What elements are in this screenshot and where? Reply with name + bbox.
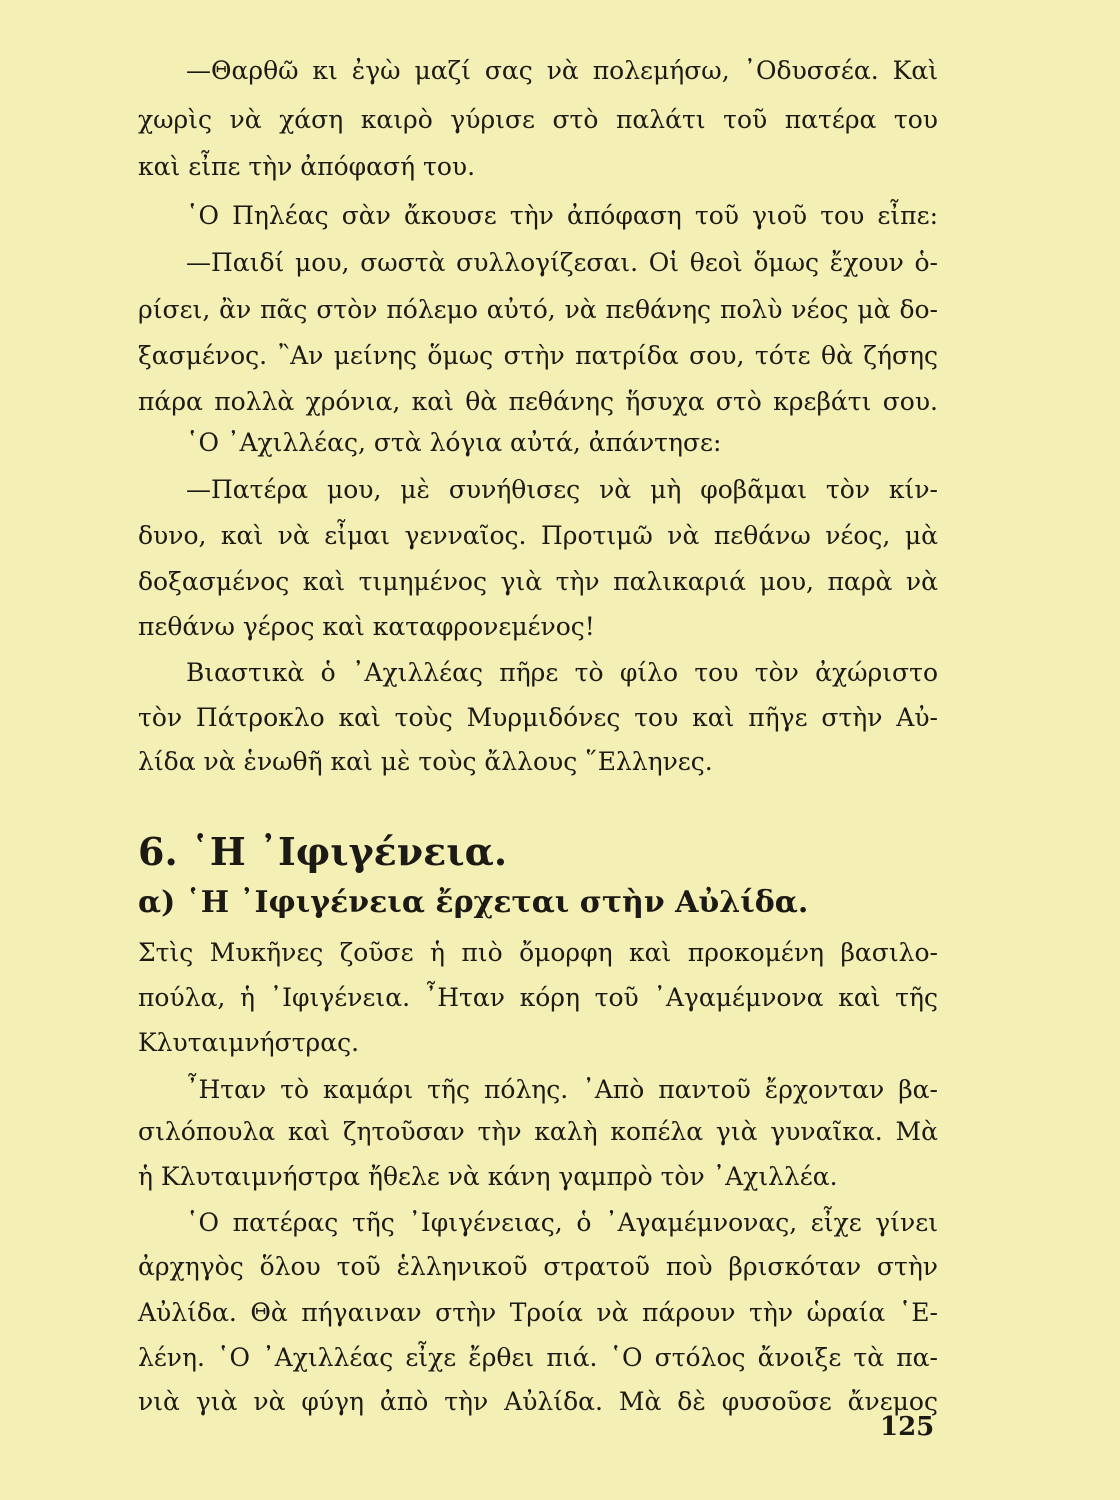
- text-line: πούλα, ἡ ᾿Ιφιγένεια. ῏Ηταν κόρη τοῦ ᾿Αγαμέμνονα καὶ τῆς: [138, 983, 938, 1012]
- text-line: Στὶς Μυκῆνες ζοῦσε ἡ πιὸ ὄμορφη καὶ προκομένη βασιλο-: [138, 938, 938, 967]
- text-line: ῾Ο Πηλέας σὰν ἄκουσε τὴν ἀπόφαση τοῦ γιοῦ του εἶπε:: [186, 201, 938, 230]
- text-line: ἀρχηγὸς ὅλου τοῦ ἑλληνικοῦ στρατοῦ ποὺ βρισκόταν στὴν: [138, 1252, 938, 1281]
- text-line: Αὐλίδα. Θὰ πήγαιναν στὴν Τροία νὰ πάρουν τὴν ὡραία ῾Ε-: [138, 1298, 938, 1327]
- chapter-title: 6. ῾Η ᾿Ιφιγένεια.: [138, 829, 508, 874]
- text-line: τὸν Πάτροκλο καὶ τοὺς Μυρμιδόνες του καὶ πῆγε στὴν Αὐ-: [138, 703, 938, 732]
- text-line: λένη. ῾Ο ᾿Αχιλλέας εἶχε ἔρθει πιά. ῾Ο στόλος ἄνοιξε τὰ πα-: [138, 1343, 938, 1372]
- text-line: ῾Ο ᾿Αχιλλέας, στὰ λόγια αὐτά, ἀπάντησε:: [186, 428, 722, 457]
- text-line: Βιαστικὰ ὁ ᾿Αχιλλέας πῆρε τὸ φίλο του τὸν ἀχώριστο: [186, 658, 938, 687]
- text-line: χωρὶς νὰ χάση καιρὸ γύρισε στὸ παλάτι τοῦ πατέρα του: [138, 105, 938, 134]
- text-line: —Θαρθῶ κι ἐγὼ μαζί σας νὰ πολεμήσω, ᾿Οδυσσέα. Καὶ: [186, 56, 938, 85]
- text-line: πεθάνω γέρος καὶ καταφρονεμένος!: [138, 612, 595, 641]
- text-line: δοξασμένος καὶ τιμημένος γιὰ τὴν παλικαριά μου, παρὰ νὰ: [138, 567, 938, 596]
- text-line: ῏Ηταν τὸ καμάρι τῆς πόλης. ᾿Απὸ παντοῦ ἔρχονταν βα-: [186, 1075, 938, 1104]
- text-line: πάρα πολλὰ χρόνια, καὶ θὰ πεθάνης ἥσυχα στὸ κρεβάτι σου.: [138, 387, 938, 416]
- text-line: ἡ Κλυταιμνήστρα ἤθελε νὰ κάνη γαμπρὸ τὸν ᾿Αχιλλέα.: [138, 1162, 838, 1191]
- text-line: δυνο, καὶ νὰ εἶμαι γενναῖος. Προτιμῶ νὰ πεθάνω νέος, μὰ: [138, 521, 938, 550]
- text-line: —Πατέρα μου, μὲ συνήθισες νὰ μὴ φοβᾶμαι τὸν κίν-: [186, 475, 938, 504]
- page-number: 125: [880, 1412, 935, 1442]
- text-line: ρίσει, ἂν πᾶς στὸν πόλεμο αὐτό, νὰ πεθάνης πολὺ νέος μὰ δο-: [138, 295, 938, 324]
- text-line: ξασμένος. ῍Αν μείνης ὅμως στὴν πατρίδα σου, τότε θὰ ζήσης: [138, 341, 938, 370]
- text-line: Κλυταιμνήστρας.: [138, 1028, 360, 1057]
- text-line: λίδα νὰ ἑνωθῆ καὶ μὲ τοὺς ἄλλους ῞Ελληνες.: [138, 747, 713, 776]
- text-line: ῾Ο πατέρας τῆς ᾿Ιφιγένειας, ὁ ᾿Αγαμέμνονας, εἶχε γίνει: [186, 1208, 938, 1237]
- text-line: νιὰ γιὰ νὰ φύγη ἀπὸ τὴν Αὐλίδα. Μὰ δὲ φυσοῦσε ἄνεμος: [138, 1387, 938, 1416]
- text-line: σιλόπουλα καὶ ζητοῦσαν τὴν καλὴ κοπέλα γιὰ γυναῖκα. Μὰ: [138, 1117, 938, 1146]
- text-line: —Παιδί μου, σωστὰ συλλογίζεσαι. Οἱ θεοὶ ὅμως ἔχουν ὁ-: [186, 248, 938, 277]
- text-line: καὶ εἶπε τὴν ἀπόφασή του.: [138, 152, 476, 181]
- section-title: α) ῾Η ᾿Ιφιγένεια ἔρχεται στὴν Αὐλίδα.: [138, 885, 809, 920]
